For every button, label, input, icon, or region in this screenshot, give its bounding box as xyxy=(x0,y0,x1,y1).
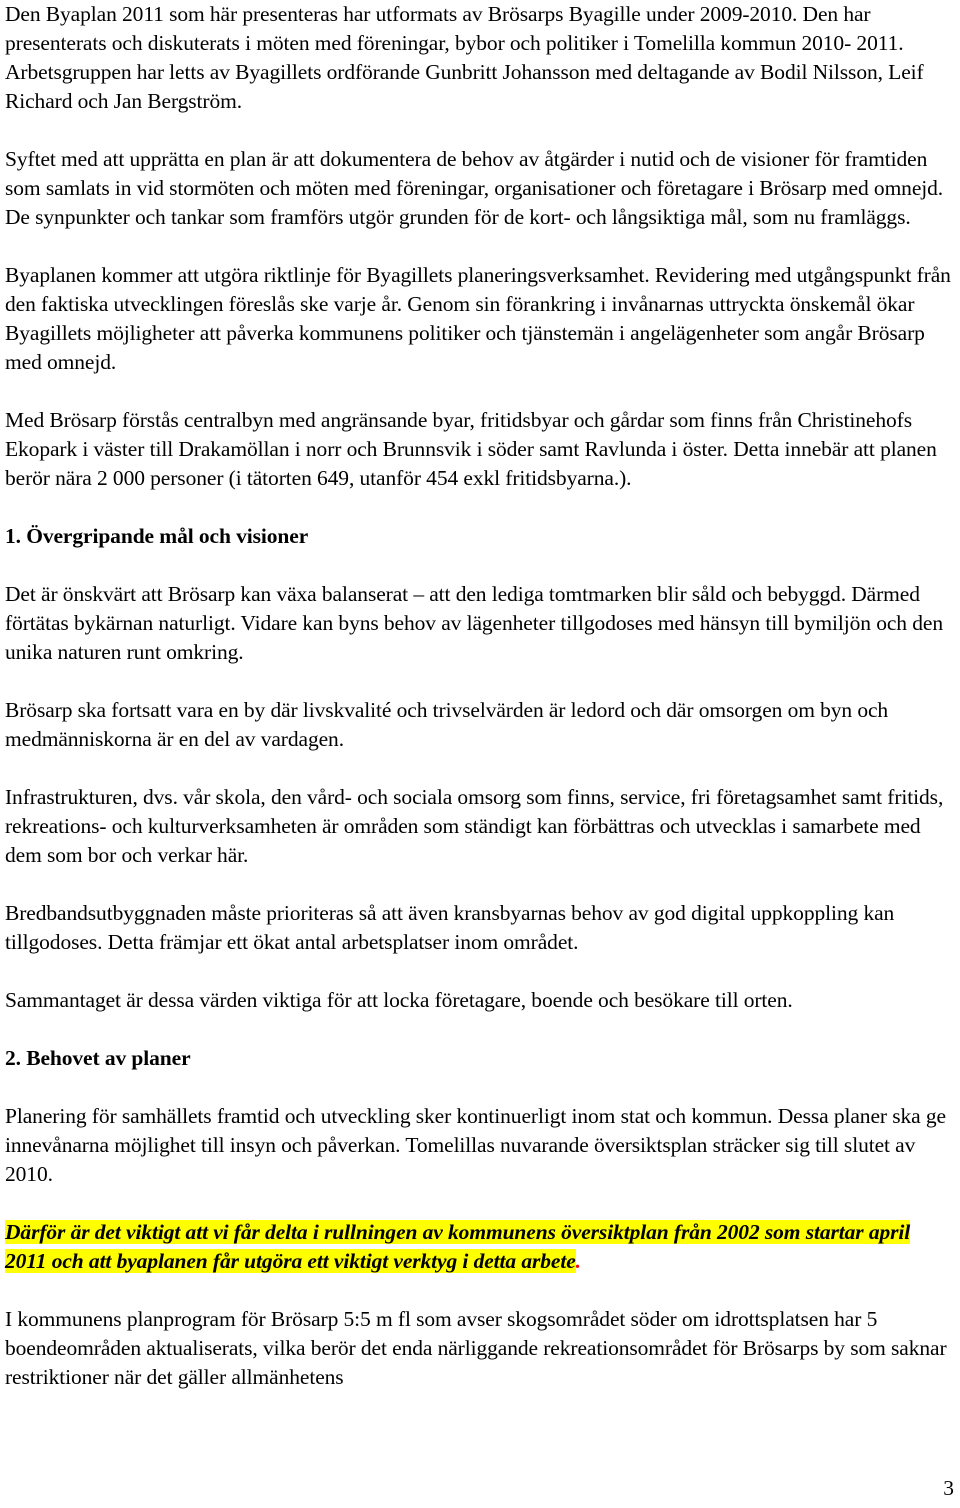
section-2-paragraph-planprogram: I kommunens planprogram för Brösarp 5:5 m fl som avser skogsområdet söder om idrottsplatsen har 5 boendeområden aktualiserats, vilka berör det enda närliggande rekreationsområdet för Brösarps by som saknar restriktioner när det gäller allmänhetens xyxy=(5,1307,947,1389)
guideline-paragraph: Byaplanen kommer att utgöra riktlinje för Byagillets planeringsverksamhet. Revidering med utgångspunkt från den faktiska utvecklingen föreslås ske varje år. Genom sin förankring i invånarnas uttryckta önskemål ökar Byagillets möjligheter att påverka kommunens politiker och tjänstemän i angelägenheter som angår Brösarp med omnejd. xyxy=(5,263,951,374)
document-page xyxy=(5,0,955,1392)
highlight-end-mark: . xyxy=(575,1249,581,1273)
section-2-highlighted-statement xyxy=(5,1218,955,1276)
section-1-paragraph-growth: Det är önskvärt att Brösarp kan växa balanserat – att den lediga tomtmarken blir såld och bebyggd. Därmed förtätas bykärnan naturligt. Vidare kan byns behov av lägenheter tillgodoses med hänsyn till bymiljön och den unika naturen runt omkring. xyxy=(5,582,943,664)
section-2-heading: 2. Behovet av planer xyxy=(5,1046,191,1070)
section-1-paragraph-quality: Brösarp ska fortsatt vara en by där livskvalité och trivselvärden är ledord och där omsorgen om byn och medmänniskorna är en del av vardagen. xyxy=(5,698,889,751)
section-2-paragraph-planning: Planering för samhällets framtid och utveckling sker kontinuerligt inom stat och kommun. Dessa planer ska ge innevånarna möjlighet till insyn och påverkan. Tomelillas nuvarande översiktsplan sträcker sig till slutet av 2010. xyxy=(5,1104,946,1186)
section-1-paragraph-infrastructure: Infrastrukturen, dvs. vår skola, den vård- och sociala omsorg som finns, service, fri företagsamhet samt fritids, rekreations- och kulturverksamheten är områden som ständigt kan förbättras och utvecklas i samarbete med dem som bor och verkar här. xyxy=(5,785,944,867)
section-1-heading: 1. Övergripande mål och visioner xyxy=(5,524,309,548)
section-1-paragraph-broadband: Bredbandsutbyggnaden måste prioriteras så att även kransbyarnas behov av god digital uppkoppling kan tillgodoses. Detta främjar ett ökat antal arbetsplatser inom området. xyxy=(5,901,895,954)
highlighted-text: Därför är det viktigt att vi får delta i rullningen av kommunens översiktplan från 2002 som startar april 2011 och att byaplanen får utgöra ett viktigt verktyg i detta arbete xyxy=(5,1220,911,1273)
intro-paragraph: Den Byaplan 2011 som här presenteras har utformats av Brösarps Byagille under 2009-2010. Den har presenterats och diskuterats i möten med föreningar, bybor och politiker i Tomelilla kommun 2010- 2011. Arbetsgruppen har letts av Byagillets ordförande Gunbritt Johansson med deltagande av Bodil Nilsson, Leif Richard och Jan Bergström. xyxy=(5,2,924,113)
page-number: 3 xyxy=(943,1476,954,1500)
section-1-paragraph-summary: Sammantaget är dessa värden viktiga för att locka företagare, boende och besökare till orten. xyxy=(5,988,793,1012)
purpose-paragraph: Syftet med att upprätta en plan är att dokumentera de behov av åtgärder i nutid och de visioner för framtiden som samlats in vid stormöten och möten med föreningar, organisationer och företagare i Brösarp med omnejd. De synpunkter och tankar som framförs utgör grunden för de kort- och långsiktiga mål, som nu framläggs. xyxy=(5,147,944,229)
area-definition-paragraph: Med Brösarp förstås centralbyn med angränsande byar, fritidsbyar och gårdar som finns från Christinehofs Ekopark i väster till Drakamöllan i norr och Brunnsvik i söder samt Ravlunda i öster. Detta innebär att planen berör nära 2 000 personer (i tätorten 649, utanför 454 exkl fritidsbyarna.). xyxy=(5,408,937,490)
